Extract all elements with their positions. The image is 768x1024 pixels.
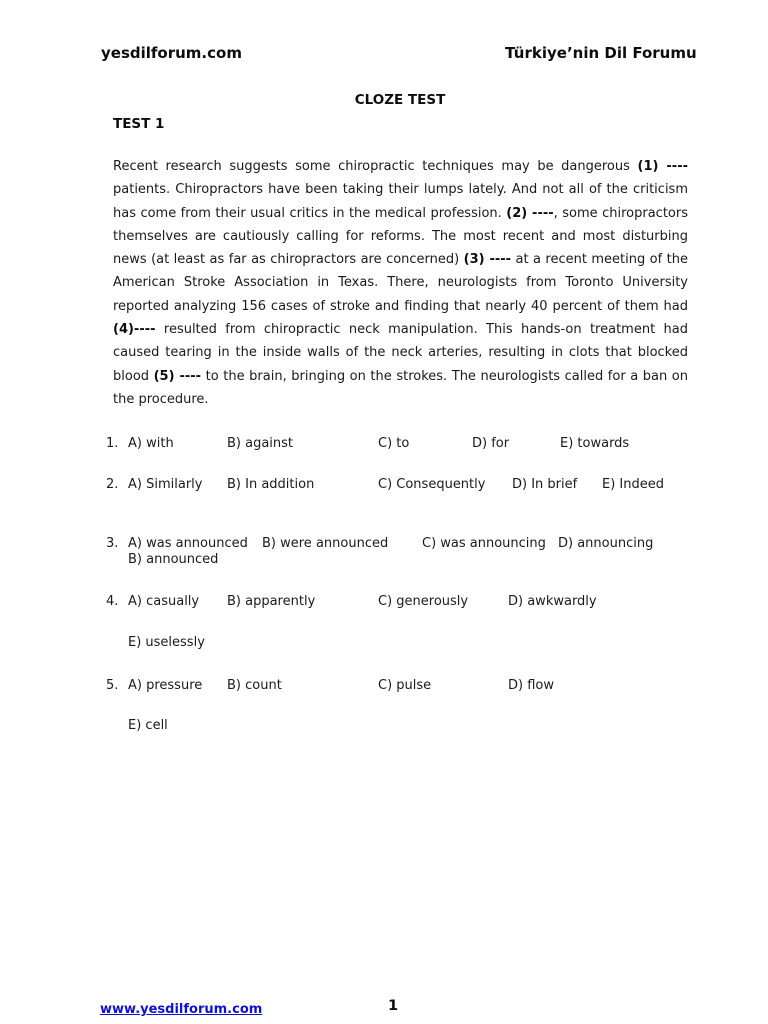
option-a: A) with — [128, 436, 174, 451]
passage-text: resulted from chiropractic neck manipulation. This hands-on treatment had caused tearing in the inside walls of the neck arteries, resulting in clots that blocked blood — [113, 322, 688, 384]
option-c: C) was announcing — [422, 536, 546, 551]
option-c: C) pulse — [378, 678, 432, 693]
option-c: C) Consequently — [378, 477, 486, 492]
option-d: D) flow — [508, 678, 554, 693]
blank-5-marker: (5) ---- — [153, 368, 202, 384]
question-row-5-overflow — [0, 718, 768, 736]
question-number: 3. — [106, 536, 119, 551]
option-b: B) In addition — [227, 477, 315, 492]
option-d: D) In brief — [512, 477, 578, 492]
blank-1-marker: (1) ---- — [637, 159, 688, 174]
question-number: 1. — [106, 436, 119, 451]
option-b: B) count — [227, 678, 282, 693]
option-e: E) cell — [128, 718, 168, 733]
option-a: A) casually — [128, 594, 200, 609]
option-d: D) announcing — [558, 536, 654, 551]
option-b: B) apparently — [227, 594, 316, 609]
option-c: C) generously — [378, 594, 469, 609]
passage-paragraph — [113, 155, 688, 411]
blank-4-marker: (4)---- — [113, 322, 156, 338]
question-number: 5. — [106, 678, 119, 693]
passage-text: patients. Chiropractors have been taking their lumps lately. And not all of the criticism has come from their usual critics in the medical profession. — [113, 182, 688, 221]
passage-text: at a recent meeting of the American Stroke Association in Texas. There, neurologists from Toronto University reported analyzing 156 cases of stroke and finding that nearly 40 percent of them had — [113, 252, 688, 314]
option-e: E) uselessly — [128, 635, 205, 650]
option-e: E) towards — [560, 436, 630, 451]
option-c: C) to — [378, 436, 410, 451]
option-e: B) announced — [128, 552, 219, 567]
question-row-4-overflow — [0, 635, 768, 653]
option-b: B) were announced — [262, 536, 389, 551]
option-b: B) against — [227, 436, 294, 451]
page-number: 1 — [388, 998, 399, 1014]
passage-text: , some chiropractors themselves are cautiously calling for reforms. The most recent and most disturbing news (at least as far as chiropractors are concerned) — [113, 205, 688, 268]
option-a: A) Similarly — [128, 477, 203, 492]
passage-text: Recent research suggests some chiropractic techniques may be dangerous — [113, 159, 638, 174]
question-row-4 — [0, 594, 768, 612]
footer-website-link[interactable]: www.yesdilforum.com — [100, 1002, 263, 1017]
option-d: D) awkwardly — [508, 594, 597, 609]
option-d: D) for — [472, 436, 510, 451]
header-forum-name: Türkiye’nin Dil Forumu — [505, 44, 697, 62]
blank-2-marker: (2) ---- — [506, 205, 554, 221]
question-row-2 — [0, 477, 768, 495]
option-a: A) pressure — [128, 678, 203, 693]
question-number: 2. — [106, 477, 119, 492]
option-a: A) was announced — [128, 536, 248, 551]
question-row-5 — [0, 678, 768, 696]
test-number-heading: TEST 1 — [113, 116, 165, 132]
option-e: E) Indeed — [602, 477, 664, 492]
question-row-1 — [0, 436, 768, 454]
blank-3-marker: (3) ---- — [463, 252, 512, 268]
question-row-3-overflow — [0, 552, 768, 570]
passage-text: to the brain, bringing on the strokes. The neurologists called for a ban on the procedure. — [113, 368, 688, 407]
question-number: 4. — [106, 594, 119, 609]
header-site-name: yesdilforum.com — [101, 44, 242, 62]
cloze-test-title: CLOZE TEST — [354, 92, 446, 108]
